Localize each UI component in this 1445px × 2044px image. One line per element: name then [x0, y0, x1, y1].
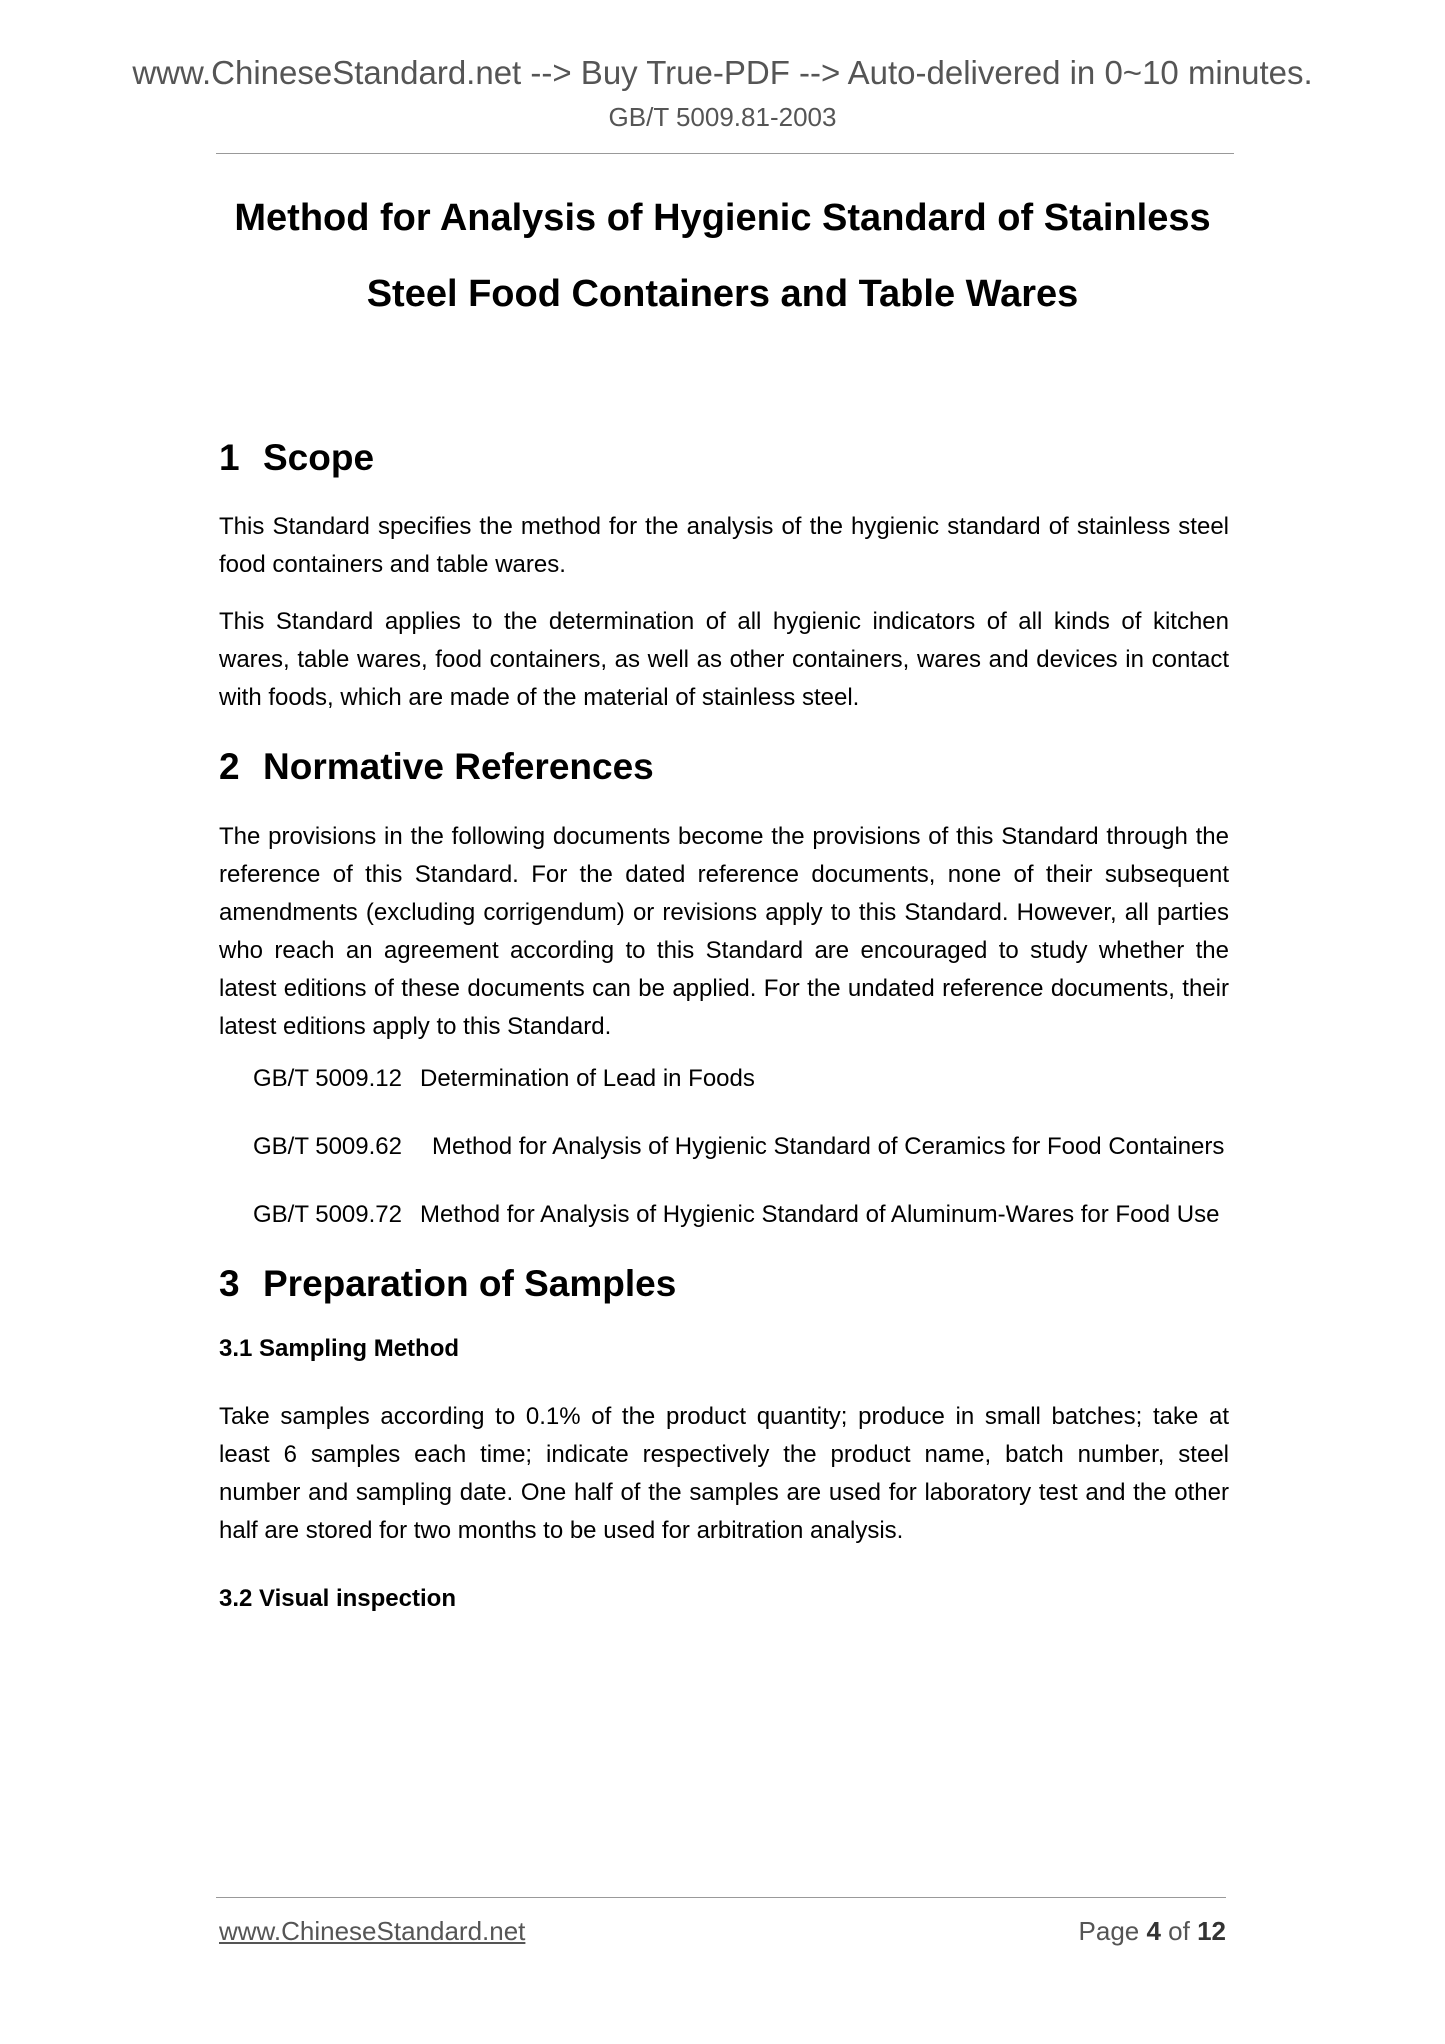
reference-code: GB/T 5009.12: [253, 1064, 402, 1092]
header-divider: [216, 153, 1234, 154]
page-total: 12: [1197, 1916, 1226, 1946]
section-heading-scope: [219, 436, 1229, 480]
reference-item: [253, 1196, 1229, 1234]
section-title: Scope: [263, 437, 375, 478]
section-number: 3: [219, 1262, 240, 1304]
page-current: 4: [1146, 1916, 1161, 1946]
reference-code: GB/T 5009.62: [253, 1132, 402, 1160]
subsection-heading-sampling-method: 3.1 Sampling Method: [219, 1335, 460, 1363]
document-title: [200, 180, 1245, 332]
page-indicator: [900, 1916, 1226, 1947]
subsection-heading-visual-inspection: 3.2 Visual inspection: [219, 1585, 456, 1613]
scope-paragraph-2: This Standard applies to the determination of all hygienic indicators of all kinds of kitchen wares, table wares, food containers, as well as other containers, wares and devices in contact with foods, which are made of the material of stainless steel.: [219, 608, 1229, 712]
reference-item: [253, 1128, 1229, 1166]
section-title: Preparation of Samples: [263, 1262, 677, 1304]
section-title: Normative References: [263, 746, 654, 788]
normative-paragraph: The provisions in the following documents become the provisions of this Standard through the reference of this Standard. For the dated reference documents, none of their subsequent amendments (excluding corrigendum) or revisions apply to this Standard. However, all parties who reach an agreement according to this Standard are encouraged to study whether the latest editions of these documents can be applied. For the undated reference documents, their latest editions apply to this Standard.: [219, 822, 1229, 1040]
page-prefix: Page: [1078, 1916, 1147, 1946]
footer-site-link[interactable]: www.ChineseStandard.net: [219, 1916, 526, 1946]
header-standard-code: GB/T 5009.81-2003: [608, 102, 837, 132]
document-body: [219, 436, 1229, 1618]
document-title-line2: Steel Food Containers and Table Wares: [366, 273, 1079, 315]
header-banner: www.ChineseStandard.net --> Buy True-PDF --> Auto-delivered in 0~10 minutes.: [132, 54, 1313, 91]
reference-item: [253, 1060, 1229, 1098]
section-heading-normative-references: [219, 745, 1229, 789]
scope-paragraph-1: This Standard specifies the method for the analysis of the hygienic standard of stainless steel food containers and table wares.: [219, 513, 1229, 579]
reference-title: Method for Analysis of Hygienic Standard of Ceramics for Food Containers: [432, 1132, 1225, 1160]
footer-divider: [216, 1897, 1226, 1898]
section-number: 1: [219, 437, 240, 478]
section-number: 2: [219, 746, 240, 788]
document-title-line1: Method for Analysis of Hygienic Standard of Stainless: [234, 197, 1211, 239]
reference-code: GB/T 5009.72: [253, 1200, 402, 1228]
section-heading-preparation-of-samples: [219, 1262, 1229, 1306]
reference-title: Method for Analysis of Hygienic Standard of Aluminum-Wares for Food Use: [420, 1200, 1220, 1228]
sampling-method-paragraph: Take samples according to 0.1% of the product quantity; produce in small batches; take at least 6 samples each time; indicate respectively the product name, batch number, steel number and sampling date. One half of the samples are used for laboratory test and the other half are stored for two months to be used for arbitration analysis.: [219, 1403, 1229, 1545]
reference-title: Determination of Lead in Foods: [420, 1064, 755, 1092]
page-of: of: [1160, 1916, 1198, 1946]
